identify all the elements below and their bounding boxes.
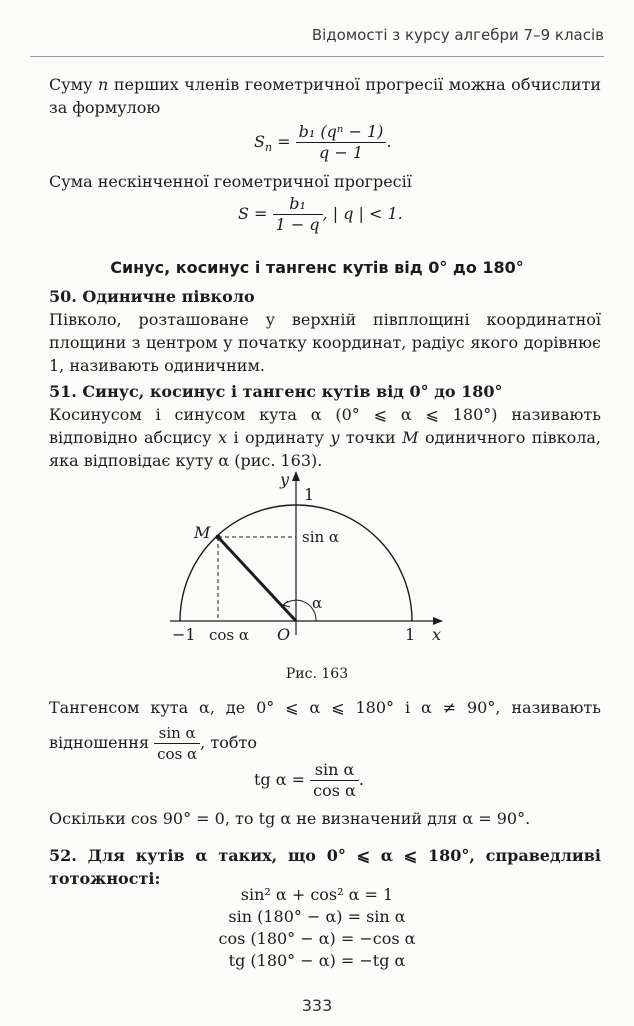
item51-t1: Косинусом і синусом кута α (0° ⩽ α ⩽ 180°) називають відповідно абсцису (49, 405, 601, 447)
formula-s-lhs: S = (238, 204, 268, 223)
formula-s (238, 194, 403, 235)
tangent-text: Тангенсом кута α, де 0° ⩽ α ⩽ 180° і α ≠ 90°, називають відношення (49, 698, 601, 752)
tangent-paragraph (49, 693, 601, 764)
item50-text: Півколо, розташоване у верхній півплощині координатної площини з центром у початку координат, радіус якого дорівнює 1, називають одиничним. (49, 310, 601, 375)
formula-s-numerator: b₁ (273, 194, 323, 215)
infinite-sum-text: Сума нескінченної геометричної прогресії (49, 172, 412, 191)
label-o: O (277, 625, 291, 644)
formula-tg-lhs: tg α = (254, 770, 306, 789)
formula-sn-eq: = (272, 132, 291, 151)
formula-tg-fraction (310, 760, 359, 801)
formula-sn-denominator: q − 1 (319, 143, 364, 162)
running-header: Відомості з курсу алгебри 7–9 класів (311, 26, 604, 44)
formula-sn-tail: . (386, 132, 392, 151)
note-text: Оскільки cos 90° = 0, то tg α не визначений для α = 90°. (49, 809, 531, 828)
identity-1: sin² α + cos² α = 1 (240, 885, 394, 904)
formula-sn-fraction (296, 122, 387, 163)
label-m: M (194, 523, 211, 542)
tangent-fraction (154, 723, 200, 764)
item51-M: M (402, 428, 419, 447)
section-title: Синус, косинус і тангенс кутів від 0° до 180° (110, 258, 524, 277)
intro-paragraph (49, 73, 601, 119)
unit-semicircle-figure (0, 460, 634, 660)
page-number: 333 (301, 996, 333, 1015)
item51-y: y (330, 428, 340, 447)
item51-t3: точки (339, 428, 403, 447)
item51-t2: і ординату (226, 428, 331, 447)
label-x: x (432, 625, 442, 644)
item51-x: x (217, 428, 227, 447)
formula-sn (254, 122, 391, 163)
label-minus-one: −1 (172, 625, 196, 644)
formula-tg-numerator: sin α (310, 760, 359, 781)
identity-2: sin (180° − α) = sin α (228, 907, 406, 926)
formula-sn-lhs: S (254, 132, 265, 151)
item51-t4: одиничного півкола, яка відповідає куту α (рис. 163). (49, 428, 602, 470)
intro-n: n (98, 75, 109, 94)
intro-text-2: перших членів геометричної прогресії можна обчислити за формулою (49, 75, 601, 117)
formula-tg (254, 760, 364, 801)
tangent-frac-num: sin α (154, 723, 200, 744)
label-y: y (280, 470, 290, 489)
label-cos: cos α (209, 626, 250, 644)
point-m (216, 535, 221, 540)
item51-heading: 51. Синус, косинус і тангенс кутів від 0° до 180° (49, 382, 503, 401)
figure-caption: Рис. 163 (285, 666, 349, 682)
formula-s-fraction (273, 194, 323, 235)
formula-tg-denominator: cos α (313, 781, 356, 800)
intro-text-1: Суму (49, 75, 99, 94)
formula-sn-numerator: b₁ (qⁿ − 1) (296, 122, 387, 143)
label-one-right: 1 (405, 625, 416, 644)
header-rule (30, 56, 604, 57)
label-sin: sin α (302, 528, 340, 546)
identity-4: tg (180° − α) = −tg α (228, 951, 406, 970)
formula-tg-tail: . (358, 770, 364, 789)
formula-sn-sub: n (264, 141, 273, 155)
identity-3: cos (180° − α) = −cos α (218, 929, 416, 948)
formula-s-denominator: 1 − q (275, 215, 320, 234)
tangent-frac-den: cos α (157, 745, 198, 763)
item52-heading: 52. Для кутів α таких, що 0° ⩽ α ⩽ 180°, справедливі тотожності: (49, 846, 601, 888)
formula-s-tail: , | q | < 1. (322, 204, 403, 223)
label-alpha: α (312, 594, 323, 612)
radius-om (218, 537, 296, 621)
item50-heading: 50. Одиничне півколо (49, 287, 255, 306)
identities-list (0, 884, 634, 972)
tangent-tail: , тобто (200, 733, 257, 752)
label-one-top: 1 (304, 485, 315, 504)
